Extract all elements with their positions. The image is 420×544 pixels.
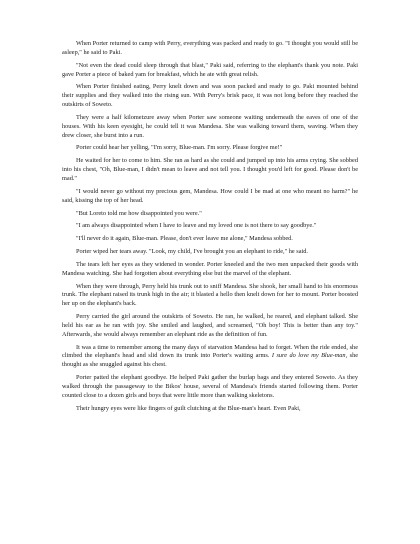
- paragraph: "I would never go without my precious gem, Mandesa. How could I be mad at one who meant no harm?" he said, kissing the top of her head.: [62, 187, 358, 204]
- paragraph: [62, 344, 358, 371]
- paragraph: The tears left her eyes as they widened in wonder. Porter kneeled and the two men unpacked their goods with Mandesa watching. She had forgotten about everything else but the marvel of the elephant.: [62, 260, 358, 277]
- paragraph: He waited for her to come to him. She ran as hard as she could and jumped up into his arms crying. She sobbed into his chest, "Oh, Blue-man, I didn't mean to leave and not tell you. I thought you'd left for good. Please don't be mad.": [62, 157, 358, 182]
- paragraph: Porter patted the elephant goodbye. He helped Paki gather the burlap bags and they entered Soweto. As they walked through the passageway to the Bikos' house, several of Mandesa's friends started following them. Porter counted close to a dozen girls and boys that were little more than walking skeletons.: [62, 374, 358, 399]
- paragraph-text-end: she thought as she snuggled against his chest.: [62, 352, 359, 369]
- paragraph: When they were through, Perry held his trunk out to sniff Mandesa. She shook, her small hand to his enormous trunk. The elephant raised its trunk high in the air; it blasted a hello then knelt down for her to mount. Porter boosted her up on the elephant's back.: [62, 282, 358, 308]
- paragraph: "I'll never do it again, Blue-man. Please, don't ever leave me alone," Mandesa sobbed.: [76, 235, 293, 243]
- paragraph: "I am always disappointed when I have to leave and my loved one is not there to say goodbye.": [76, 222, 317, 230]
- paragraph: Porter could hear her yelling, "I'm sorry, Blue-man. I'm sorry. Please forgive me!": [76, 144, 283, 152]
- paragraph: Porter wiped her tears away. "Look, my child, I've brought you an elephant to ride," he said.: [76, 248, 308, 256]
- paragraph: When Porter finished eating, Perry knelt down and was soon packed and ready to go. Paki mounted behind their supplies and they walked into the rising sun. With Perry's brisk pace, it was not long before they reached the outskirts of Soweto.: [62, 83, 358, 109]
- paragraph: "Not even the dead could sleep through that blast," Paki said, referring to the elephant's thank you note. Paki gave Porter a piece of baked yam for breakfast, which he ate with great relish.: [62, 61, 358, 78]
- paragraph: "But Loreto told me how disappointed you were.": [76, 209, 202, 217]
- italic-thought: I sure do love my Blue-man,: [271, 352, 348, 360]
- paragraph: Perry carried the girl around the outskirts of Soweto. He ran, he walked, he reared, and elephant talked. She held his ear as he ran with joy. She smiled and laughed, and screamed, "Oh boy! This is better than any toy." Afterwards, she would always remember an elephant ride as the definition of fun.: [62, 313, 358, 338]
- paragraph: They were a half kilometzure away when Porter saw someone waiting underneath the eaves of one of the houses. With his keen eyesight, he could tell it was Mandesa. She was walking toward them, waving. When they drew closer, she burst into a run.: [62, 113, 358, 139]
- paragraph: Their hungry eyes were like fingers of guilt clutching at the Blue-man's heart. Even Paki,: [76, 404, 301, 412]
- paragraph: When Porter returned to camp with Perry, everything was packed and ready to go. "I thought you would still be asleep," he said to Paki.: [62, 40, 358, 56]
- paragraph-text: It was a time to remember among the many days of starvation Mandesa had to forget. When the ride ended, she climbed the elephant's head and slid down its trunk into Porter's waiting arms.: [62, 343, 358, 360]
